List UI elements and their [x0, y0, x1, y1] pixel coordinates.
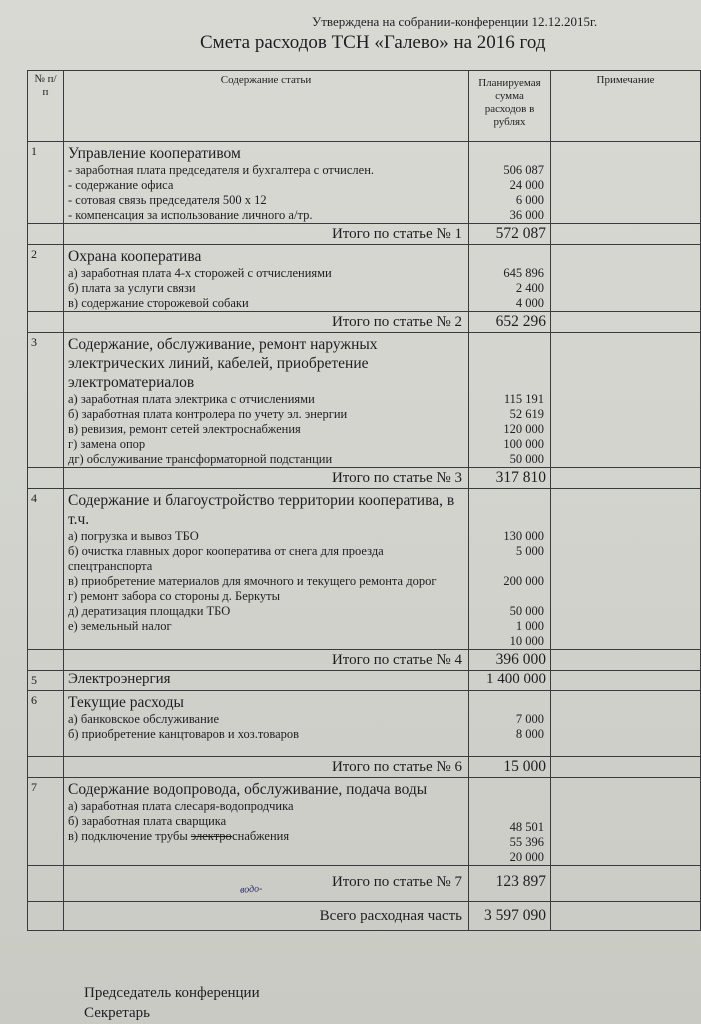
- section-title: Электроэнергия: [64, 671, 469, 691]
- line-item: - компенсация за использование личного а/тр.: [68, 208, 313, 222]
- line-item: а) заработная плата слесаря-водопродчика: [68, 799, 294, 813]
- line-amount: 2 400: [515, 281, 544, 295]
- line-item: г) замена опор: [68, 437, 146, 451]
- grand-total-row: [28, 902, 701, 931]
- section-number: 5: [28, 671, 64, 691]
- section-number: 4: [28, 489, 64, 650]
- section-total-row: [28, 650, 701, 671]
- note-cell: [551, 142, 701, 224]
- line-amount: 100 000: [503, 437, 544, 451]
- section-title: Содержание, обслуживание, ремонт наружных электрических линий, кабелей, приобретение электроматериалов: [68, 336, 378, 391]
- line-item-text: в) подключение трубы: [68, 829, 191, 843]
- document-title: Смета расходов ТСН «Галево» на 2016 год: [200, 32, 546, 53]
- line-item: - сотовая связь председателя 500 х 12: [68, 193, 267, 207]
- line-amount: 55 396: [509, 835, 544, 849]
- header-num: № п/п: [28, 71, 64, 142]
- section-total-label: Итого по статье № 6: [64, 757, 469, 778]
- section-content: [64, 778, 469, 866]
- grand-total-label: Всего расходная часть: [64, 902, 469, 931]
- budget-table: [27, 70, 701, 931]
- section-total-amount: 396 000: [469, 650, 551, 671]
- struck-text: электро: [190, 829, 233, 843]
- line-item: в) ревизия, ремонт сетей электроснабжения: [68, 422, 301, 436]
- section-row: [28, 333, 701, 468]
- line-amount: 4 000: [515, 296, 544, 310]
- section-amounts: [469, 333, 551, 468]
- section-total-row: [28, 312, 701, 333]
- section-content: [64, 245, 469, 312]
- line-amount: 506 087: [503, 163, 544, 177]
- section-row: [28, 778, 701, 866]
- line-item: а) банковское обслуживание: [68, 712, 220, 726]
- line-amount: 120 000: [503, 422, 544, 436]
- section-amounts: [469, 778, 551, 866]
- section-total-row: [28, 757, 701, 778]
- line-item: е) земельный налог: [68, 619, 172, 633]
- table-header-row: [28, 71, 701, 142]
- section-total-row: [28, 224, 701, 245]
- line-item: а) заработная плата электрика с отчислениями: [68, 392, 315, 406]
- header-amount: Планируемая сумма расходов в рублях: [469, 71, 551, 142]
- section-title: Управление кооперативом: [68, 145, 241, 162]
- section-total-label: Итого по статье № 2: [64, 312, 469, 333]
- section-amounts: [469, 691, 551, 757]
- signature-secretary: Секретарь: [84, 1005, 151, 1021]
- line-item: - заработная плата председателя и бухгалтера с отчислен.: [68, 163, 375, 177]
- line-item: [68, 829, 464, 844]
- line-amount: 7 000: [515, 712, 544, 726]
- line-item: б) приобретение канцтоваров и хоз.товаров: [68, 727, 300, 741]
- section-total-row: [28, 468, 701, 489]
- approval-note: Утверждена на собрании-конференции 12.12.2015г.: [312, 14, 598, 29]
- section-number: 3: [28, 333, 64, 468]
- line-amount: 24 000: [509, 178, 544, 192]
- line-amount: 10 000: [509, 634, 544, 648]
- line-amount: 50 000: [509, 452, 544, 466]
- line-amount: 130 000: [503, 529, 544, 543]
- section-content: [64, 333, 469, 468]
- note-cell: [551, 778, 701, 866]
- line-item: б) заработная плата контролера по учету эл. энергии: [68, 407, 348, 421]
- section-amounts: [469, 245, 551, 312]
- line-item: в) содержание сторожевой собаки: [68, 296, 249, 310]
- note-cell: [551, 333, 701, 468]
- note-cell: [551, 489, 701, 650]
- section-title: Охрана кооператива: [68, 248, 202, 265]
- line-item: б) очистка главных дорог кооператива от снега для проезда спецтранспорта: [68, 544, 384, 573]
- section-title: Текущие расходы: [68, 694, 184, 711]
- grand-total-amount: 3 597 090: [469, 902, 551, 931]
- line-item: г) ремонт забора со стороны д. Беркуты: [68, 589, 280, 603]
- section-amounts: [469, 489, 551, 650]
- section-number: 7: [28, 778, 64, 866]
- section-number: 1: [28, 142, 64, 224]
- section-content: [64, 489, 469, 650]
- section-row: [28, 671, 701, 691]
- section-total-label: Итого по статье № 7: [64, 866, 469, 902]
- line-item: д) дератизация площадки ТБО: [68, 604, 231, 618]
- section-row: [28, 245, 701, 312]
- section-row: [28, 489, 701, 650]
- note-cell: [551, 245, 701, 312]
- section-total-row: [28, 866, 701, 902]
- signature-chairman: Председатель конференции: [84, 985, 260, 1001]
- line-amount: 115 191: [503, 392, 544, 406]
- line-item: б) плата за услуги связи: [68, 281, 196, 295]
- line-item: - содержание офиса: [68, 178, 174, 192]
- section-total-label: Итого по статье № 4: [64, 650, 469, 671]
- header-note: Примечание: [551, 71, 701, 142]
- section-total-amount: 572 087: [469, 224, 551, 245]
- section-amounts: [469, 142, 551, 224]
- line-amount: 20 000: [509, 850, 544, 864]
- section-row: [28, 691, 701, 757]
- line-amount: 50 000: [509, 604, 544, 618]
- line-item: в) приобретение материалов для ямочного и текущего ремонта дорог: [68, 574, 437, 588]
- section-number: 2: [28, 245, 64, 312]
- section-total-amount: 652 296: [469, 312, 551, 333]
- line-item: б) заработная плата сварщика: [68, 814, 227, 828]
- line-item: дг) обслуживание трансформаторной подстанции: [68, 452, 333, 466]
- handwritten-correction: водо-: [239, 883, 263, 896]
- line-item: а) заработная плата 4-х сторожей с отчислениями: [68, 266, 332, 280]
- section-total-label: Итого по статье № 1: [64, 224, 469, 245]
- line-amount: 6 000: [515, 193, 544, 207]
- line-amount: 8 000: [515, 727, 544, 741]
- line-item: а) погрузка и вывоз ТБО: [68, 529, 199, 543]
- note-cell: [551, 671, 701, 691]
- line-amount: 5 000: [515, 544, 544, 558]
- line-amount: 200 000: [503, 574, 544, 588]
- section-total-amount: 15 000: [469, 757, 551, 778]
- section-total-label: Итого по статье № 3: [64, 468, 469, 489]
- section-number: 6: [28, 691, 64, 757]
- section-total-amount: 317 810: [469, 468, 551, 489]
- line-amount: 1 000: [515, 619, 544, 633]
- line-amount: 645 896: [503, 266, 544, 280]
- header-content: Содержание статьи: [64, 71, 469, 142]
- note-cell: [551, 691, 701, 757]
- line-amount: 52 619: [509, 407, 544, 421]
- section-title: Содержание и благоустройство территории кооператива, в т.ч.: [68, 492, 455, 528]
- section-total-amount: 123 897: [469, 866, 551, 902]
- line-amount: 48 501: [509, 820, 544, 834]
- line-item-text: снабжения: [232, 829, 290, 843]
- section-content: [64, 691, 469, 757]
- section-row: [28, 142, 701, 224]
- line-amount: 36 000: [509, 208, 544, 222]
- section-title: Содержание водопровода, обслуживание, подача воды: [68, 781, 428, 798]
- section-content: [64, 142, 469, 224]
- section-amount: 1 400 000: [469, 671, 551, 691]
